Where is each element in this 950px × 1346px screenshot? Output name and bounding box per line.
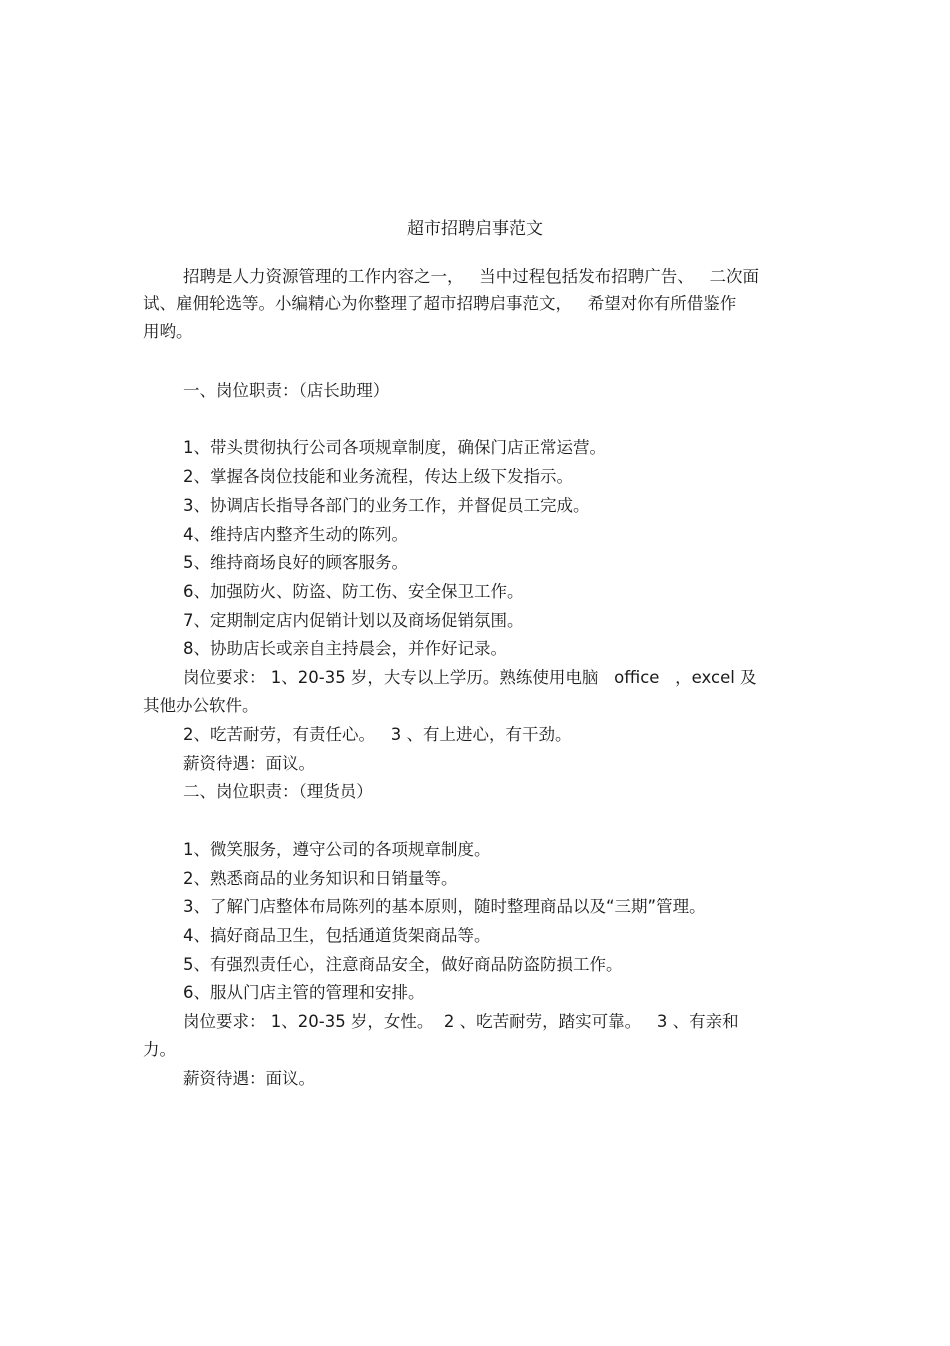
- duty-item: 5、有强烈责任心，注意商品安全，做好商品防盗防损工作。: [183, 955, 623, 974]
- requirements-line-2: 力。: [143, 1040, 176, 1059]
- duty-item: 1、微笑服务，遵守公司的各项规章制度。: [183, 840, 491, 859]
- duty-item: 4、维持店内整齐生动的陈列。: [183, 525, 408, 544]
- duty-item: 6、服从门店主管的管理和安排。: [183, 983, 425, 1002]
- section-heading-2: 二、岗位职责：（理货员）: [183, 782, 373, 801]
- duty-item: 3、了解门店整体布局陈列的基本原则，随时整理商品以及“三期”管理。: [183, 897, 706, 916]
- duty-item: 6、加强防火、防盗、防工伤、安全保卫工作。: [183, 582, 524, 601]
- duty-item: 4、搞好商品卫生，包括通道货架商品等。: [183, 926, 491, 945]
- duty-item: 8、协助店长或亲自主持晨会，并作好记录。: [183, 639, 507, 658]
- intro-line-3: 用哟。: [143, 322, 193, 341]
- duty-item: 2、熟悉商品的业务知识和日销量等。: [183, 869, 458, 888]
- duty-item: 3、协调店长指导各部门的业务工作，并督促员工完成。: [183, 496, 590, 515]
- requirements-line-1: 岗位要求： 1、20-35 岁，大专以上学历。熟练使用电脑 office ，excel 及: [183, 668, 757, 687]
- intro-line-1: 招聘是人力资源管理的工作内容之一， 当中过程包括发布招聘广告、 二次面: [183, 267, 759, 286]
- duty-item: 7、定期制定店内促销计划以及商场促销氛围。: [183, 611, 524, 630]
- intro-line-2: 试、雇佣轮选等。小编精心为你整理了超市招聘启事范文， 希望对你有所借鉴作: [143, 294, 737, 313]
- requirements-line-3: 2、吃苦耐劳，有责任心。 3 、有上进心，有干劲。: [183, 725, 572, 744]
- duty-item: 5、维持商场良好的顾客服务。: [183, 553, 408, 572]
- requirements-line-2: 其他办公软件。: [143, 696, 259, 715]
- duty-item: 1、带头贯彻执行公司各项规章制度，确保门店正常运营。: [183, 438, 606, 457]
- section-heading-1: 一、岗位职责：（店长助理）: [183, 381, 390, 400]
- salary-line: 薪资待遇：面议。: [183, 1069, 315, 1088]
- salary-line: 薪资待遇：面议。: [183, 754, 315, 773]
- document-title: 超市招聘启事范文: [407, 219, 543, 239]
- requirements-line-1: 岗位要求： 1、20-35 岁，女性。 2 、吃苦耐劳，踏实可靠。 3 、有亲和: [183, 1012, 739, 1031]
- duty-item: 2、掌握各岗位技能和业务流程，传达上级下发指示。: [183, 467, 573, 486]
